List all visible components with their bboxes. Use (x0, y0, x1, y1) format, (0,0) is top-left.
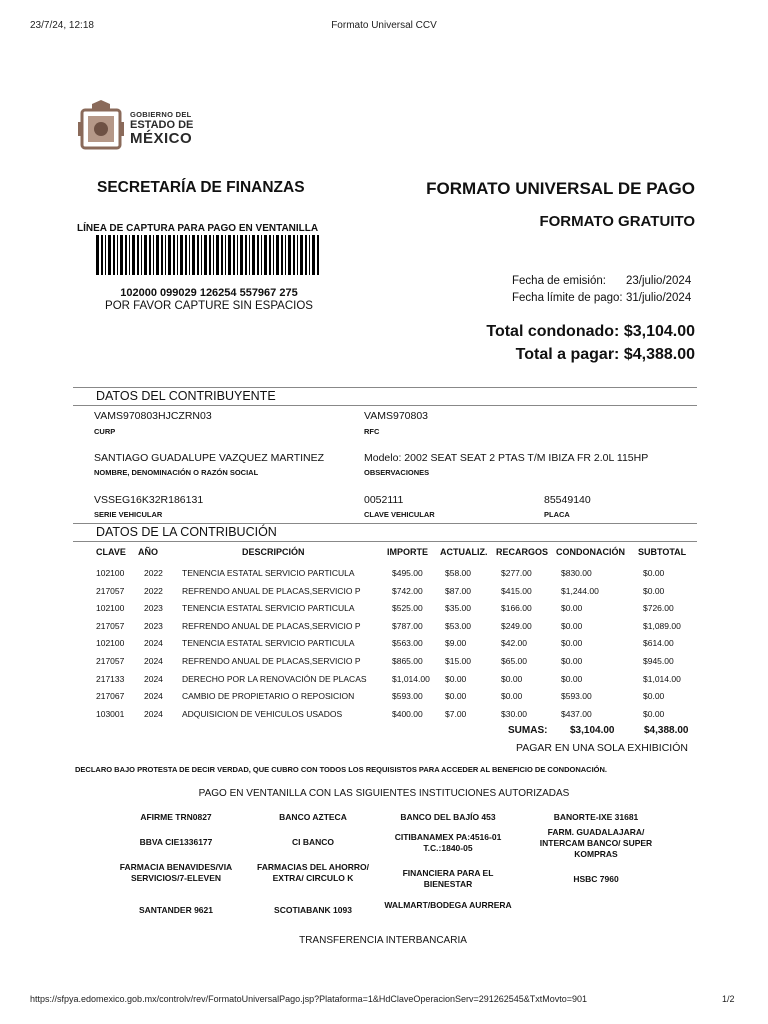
barcode-bar (108, 235, 111, 275)
table-cell: REFRENDO ANUAL DE PLACAS,SERVICIO P (182, 620, 361, 631)
table-header: CLAVE (96, 547, 126, 557)
table-cell: $15.00 (445, 656, 471, 666)
table-cell: $42.00 (501, 638, 527, 649)
institucion-item: SCOTIABANK 1093 (274, 905, 352, 915)
barcode-bar (285, 235, 286, 275)
barcode-bar (149, 235, 151, 275)
institucion-item: AFIRME TRN0827 (140, 812, 212, 822)
total-pagar: Total a pagar: $4,388.00 (515, 346, 695, 363)
table-cell: $0.00 (643, 568, 665, 578)
barcode-bar (137, 235, 139, 275)
barcode-bar (125, 235, 127, 275)
barcode-bar (168, 235, 171, 275)
table-cell: TENENCIA ESTATAL SERVICIO PARTICULA (182, 603, 355, 614)
table-cell: 2023 (144, 620, 163, 631)
table-cell: 217067 (96, 691, 125, 702)
barcode-bar (273, 235, 274, 275)
table-cell: $1,244.00 (561, 585, 599, 596)
table-header: ACTUALIZ. (440, 547, 488, 557)
barcode-bar (249, 235, 250, 275)
barcode-bar (204, 235, 207, 275)
sumas-subtotal: $4,388.00 (644, 725, 689, 736)
table-cell: $0.00 (445, 673, 467, 684)
institucion-item: CI BANCO (291, 837, 335, 847)
table-header: IMPORTE (387, 547, 429, 557)
table-cell: $563.00 (392, 638, 423, 649)
table-cell: $0.00 (561, 638, 583, 649)
table-cell: $593.00 (561, 691, 592, 702)
table-cell: $1,089.00 (643, 620, 681, 631)
rfc-label: RFC (364, 427, 380, 436)
table-cell: $53.00 (445, 620, 471, 631)
barcode-bar (101, 235, 103, 275)
barcode-bar (257, 235, 259, 275)
formato-gratuito: FORMATO GRATUITO (539, 213, 695, 230)
barcode-bar (177, 235, 178, 275)
serie-label: SERIE VEHICULAR (94, 510, 163, 519)
rfc-value: VAMS970803 (364, 410, 429, 422)
table-cell: $400.00 (392, 708, 423, 719)
barcode-bar (197, 235, 199, 275)
barcode-bar (288, 235, 291, 275)
table-cell: DERECHO POR LA RENOVACIÓN DE PLACAS (182, 673, 367, 684)
barcode-bar (240, 235, 243, 275)
sumas-condonacion: $3,104.00 (570, 725, 615, 736)
table-cell: $58.00 (445, 568, 471, 578)
barcode-bar (180, 235, 183, 275)
table-cell: $415.00 (501, 585, 532, 596)
barcode-bar (281, 235, 283, 275)
table-cell: $1,014.00 (392, 673, 430, 684)
table-cell: $0.00 (561, 603, 583, 614)
table-cell: TENENCIA ESTATAL SERVICIO PARTICULA (182, 568, 355, 578)
contribuyente-title: DATOS DEL CONTRIBUYENTE (96, 389, 276, 403)
table-cell: $7.00 (445, 708, 467, 719)
barcode-bar (144, 235, 147, 275)
table-cell: 102100 (96, 638, 125, 649)
barcode-bar (225, 235, 226, 275)
table-cell: 2023 (144, 603, 163, 614)
table-cell: 102100 (96, 603, 125, 614)
barcode-bar (312, 235, 315, 275)
gobierno-logo (78, 100, 200, 152)
barcode-bar (173, 235, 175, 275)
barcode-bar (276, 235, 279, 275)
capture-sin-espacios: POR FAVOR CAPTURE SIN ESPACIOS (105, 300, 313, 312)
formato-title: FORMATO UNIVERSAL DE PAGO (426, 179, 695, 198)
table-cell: $437.00 (561, 708, 592, 719)
table-cell: 217133 (96, 673, 125, 684)
curp-label: CURP (94, 427, 116, 436)
institucion-item: FARM. GUADALAJARA/ INTERCAM BANCO/ SUPER KOMPRAS (539, 827, 653, 859)
table-cell: $593.00 (392, 691, 423, 702)
total-condonado: Total condonado: $3,104.00 (486, 323, 695, 340)
barcode-bar (156, 235, 159, 275)
print-title: Formato Universal CCV (331, 20, 437, 31)
barcode-bar (132, 235, 135, 275)
table-cell: $0.00 (501, 673, 523, 684)
clave-vehicular-value: 0052111 (364, 494, 404, 506)
table-cell: $495.00 (392, 568, 423, 578)
table-cell: $525.00 (392, 603, 423, 614)
barcode-bar (317, 235, 319, 275)
table-cell: 103001 (96, 708, 125, 719)
fecha-emision: 23/julio/2024 (626, 275, 692, 287)
barcode-bar (261, 235, 262, 275)
barcode-bar (113, 235, 115, 275)
barcode-bar (297, 235, 298, 275)
table-cell: $1,014.00 (643, 673, 681, 684)
logo-line1: GOBIERNO DEL (130, 110, 192, 119)
table-cell: CAMBIO DE PROPIETARIO O REPOSICION (182, 691, 355, 702)
institucion-item: HSBC 7960 (573, 874, 619, 884)
barcode-bar (252, 235, 255, 275)
table-cell: $0.00 (643, 708, 665, 719)
table-header: AÑO (138, 547, 158, 557)
table-cell: 217057 (96, 656, 125, 666)
table-header: CONDONACIÓN (556, 547, 625, 557)
table-cell: $9.00 (445, 638, 467, 649)
table-cell: 2024 (144, 638, 163, 649)
barcode-bar (269, 235, 271, 275)
barcode-bar (216, 235, 219, 275)
table-header: SUBTOTAL (638, 547, 687, 557)
table-cell: $249.00 (501, 620, 532, 631)
declaracion: DECLARO BAJO PROTESTA DE DECIR VERDAD, QUE CUBRO CON TODOS LOS REQUISISTOS PARA ACCEDER AL BENEFICIO DE CONDONACIÓN. (75, 765, 607, 774)
barcode-bar (213, 235, 214, 275)
print-page-number: 1/2 (722, 994, 735, 1004)
observaciones-label: OBSERVACIONES (364, 468, 430, 477)
table-cell: $0.00 (445, 691, 467, 702)
table-cell: $277.00 (501, 568, 532, 578)
institucion-item: FARMACIAS DEL AHORRO/ EXTRA/ CIRCULO K (257, 862, 369, 883)
institucion-item: BANORTE-IXE 31681 (553, 812, 639, 822)
print-datetime: 23/7/24, 12:18 (30, 20, 94, 31)
barcode-bar (221, 235, 223, 275)
barcode-bar (120, 235, 123, 275)
table-cell: 102100 (96, 568, 125, 578)
nombre-label: NOMBRE, DENOMINACIÓN O RAZÓN SOCIAL (94, 468, 259, 477)
instituciones-title: PAGO EN VENTANILLA CON LAS SIGUIENTES INSTITUCIONES AUTORIZADAS (198, 788, 570, 799)
table-cell: 2024 (144, 708, 163, 719)
table-header: DESCRIPCIÓN (242, 547, 305, 557)
barcode-bar (305, 235, 307, 275)
table-cell: ADQUISICION DE VEHICULOS USADOS (182, 708, 343, 719)
print-url: https://sfpya.edomexico.gob.mx/controlv/rev/FormatoUniversalPago.jsp?Plataforma=1&HdClaveOperacionServ=291262545&TxtMovto=901 (30, 994, 588, 1004)
barcode-bar (237, 235, 238, 275)
sumas-label: SUMAS: (508, 725, 548, 736)
barcode-bar (309, 235, 310, 275)
observaciones-value: Modelo: 2002 SEAT SEAT 2 PTAS T/M IBIZA FR 2.0L 115HP (364, 452, 649, 464)
fecha-emision-label: Fecha de emisión: (512, 275, 606, 287)
institucion-item: CITIBANAMEX PA:4516-01 T.C.:1840-05 (394, 832, 502, 853)
linea-captura-numero: 102000 099029 126254 557967 275 (120, 287, 298, 299)
barcode-bar (228, 235, 231, 275)
institucion-item: SANTANDER 9621 (138, 905, 213, 915)
table-cell: 2024 (144, 691, 163, 702)
barcode-bar (161, 235, 163, 275)
table-cell: 2024 (144, 656, 163, 666)
serie-value: VSSEG16K32R186131 (94, 494, 204, 506)
barcode-bar (293, 235, 295, 275)
table-cell: 217057 (96, 620, 125, 631)
logo-line3: MÉXICO (130, 130, 193, 147)
barcode (96, 235, 322, 275)
table-cell: $65.00 (501, 656, 527, 666)
linea-captura-label: LÍNEA DE CAPTURA PARA PAGO EN VENTANILLA (77, 223, 319, 234)
table-cell: $614.00 (643, 638, 674, 649)
barcode-bar (233, 235, 235, 275)
placa-value: 85549140 (544, 494, 591, 506)
table-cell: $0.00 (643, 585, 665, 596)
table-cell: $726.00 (643, 603, 674, 614)
institucion-item: BBVA CIE1336177 (139, 837, 213, 847)
transferencia: TRANSFERENCIA INTERBANCARIA (299, 935, 467, 946)
barcode-bar (201, 235, 202, 275)
table-cell: $0.00 (561, 656, 583, 666)
table-cell: $945.00 (643, 656, 674, 666)
barcode-bar (245, 235, 247, 275)
barcode-bar (117, 235, 118, 275)
fecha-limite-label: Fecha límite de pago: (512, 292, 623, 304)
table-cell: REFRENDO ANUAL DE PLACAS,SERVICIO P (182, 585, 361, 596)
barcode-bar (192, 235, 195, 275)
barcode-bar (300, 235, 303, 275)
barcode-bar (189, 235, 190, 275)
barcode-bar (141, 235, 142, 275)
logo-line2: ESTADO DE (130, 119, 194, 131)
table-cell: $0.00 (643, 691, 665, 702)
secretaria-title: SECRETARÍA DE FINANZAS (97, 179, 305, 196)
barcode-bar (165, 235, 166, 275)
barcode-bar (185, 235, 187, 275)
institucion-item: BANCO AZTECA (279, 812, 347, 822)
table-cell: 2022 (144, 568, 163, 578)
table-cell: $87.00 (445, 585, 471, 596)
table-cell: $830.00 (561, 568, 592, 578)
institucion-item: FINANCIERA PARA EL BIENESTAR (402, 868, 494, 889)
barcode-bar (96, 235, 99, 275)
table-cell: $0.00 (561, 673, 583, 684)
table-cell: REFRENDO ANUAL DE PLACAS,SERVICIO P (182, 656, 361, 666)
clave-vehicular-label: CLAVE VEHICULAR (364, 510, 435, 519)
table-cell: 2022 (144, 585, 163, 596)
institucion-item: FARMACIA BENAVIDES/VIA SERVICIOS/7-ELEVEN (119, 862, 233, 883)
table-cell: $787.00 (392, 620, 423, 631)
fecha-limite: 31/julio/2024 (626, 292, 692, 304)
placa-label: PLACA (544, 510, 570, 519)
contribucion-title: DATOS DE LA CONTRIBUCIÓN (96, 525, 277, 539)
table-cell: $0.00 (501, 691, 523, 702)
table-cell: $166.00 (501, 603, 532, 614)
barcode-bar (153, 235, 154, 275)
barcode-bar (264, 235, 267, 275)
barcode-bar (129, 235, 130, 275)
estado-seal-icon (78, 100, 124, 152)
curp-value: VAMS970803HJCZRN03 (94, 410, 212, 422)
institucion-item: BANCO DEL BAJÍO 453 (400, 812, 496, 822)
table-cell: TENENCIA ESTATAL SERVICIO PARTICULA (182, 638, 355, 649)
institucion-item: WALMART/BODEGA AURRERA (384, 900, 512, 910)
table-cell: $30.00 (501, 708, 527, 719)
nombre-value: SANTIAGO GUADALUPE VAZQUEZ MARTINEZ (94, 452, 325, 464)
table-cell: $0.00 (561, 620, 583, 631)
table-cell: 217057 (96, 585, 125, 596)
table-cell: 2024 (144, 673, 163, 684)
barcode-bar (209, 235, 211, 275)
table-cell: $865.00 (392, 656, 423, 666)
table-header: RECARGOS (496, 547, 549, 557)
sola-exhibicion: PAGAR EN UNA SOLA EXHIBICIÓN (516, 742, 688, 754)
table-cell: $742.00 (392, 585, 423, 596)
table-cell: $35.00 (445, 603, 471, 614)
barcode-bar (105, 235, 106, 275)
